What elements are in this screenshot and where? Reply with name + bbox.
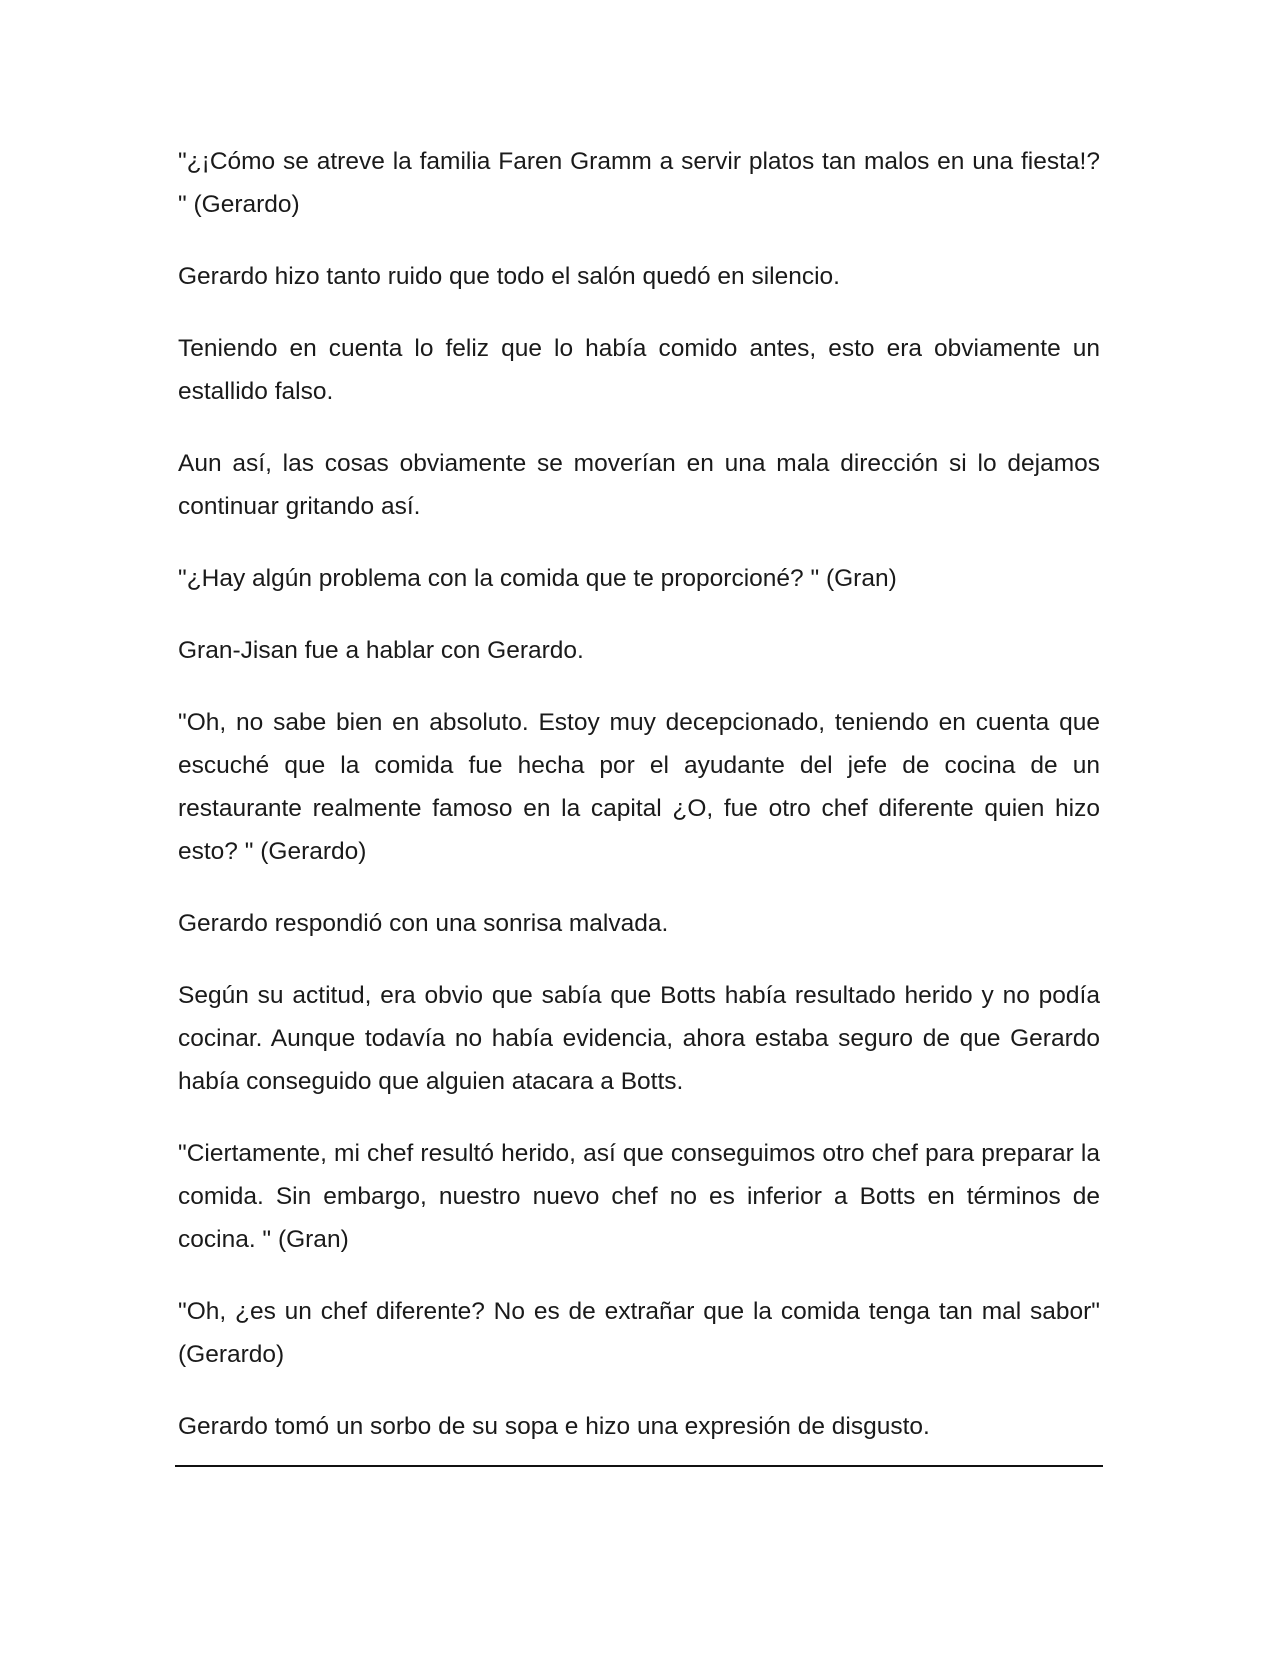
paragraph: Gran-Jisan fue a hablar con Gerardo. [178,637,584,664]
paragraph: Gerardo tomó un sorbo de su sopa e hizo una expresión de disgusto. [178,1413,930,1440]
paragraph: Gerardo hizo tanto ruido que todo el salón quedó en silencio. [178,263,840,290]
paragraph: "Oh, no sabe bien en absoluto. Estoy muy decepcionado, teniendo en cuenta que escuché que la comida fue hecha por el ayudante del jefe de cocina de un restaurante realmente famoso en la capital ¿O, fue otro chef diferente quien hizo esto? " (Gerardo) [178,709,1100,865]
paragraph: Teniendo en cuenta lo feliz que lo había comido antes, esto era obviamente un estallido falso. [178,335,1100,405]
document-body [178,140,1100,1477]
bottom-divider [175,1465,1103,1467]
paragraph: Según su actitud, era obvio que sabía que Botts había resultado herido y no podía cocinar. Aunque todavía no había evidencia, ahora estaba seguro de que Gerardo había conseguido que alguien atacara a Botts. [178,982,1100,1095]
paragraph: Aun así, las cosas obviamente se moverían en una mala dirección si lo dejamos continuar gritando así. [178,450,1100,520]
paragraph: Gerardo respondió con una sonrisa malvada. [178,910,669,937]
paragraph: "¿¡Cómo se atreve la familia Faren Gramm a servir platos tan malos en una fiesta!? " (Gerardo) [178,148,1100,218]
paragraph: "¿Hay algún problema con la comida que te proporcioné? " (Gran) [178,565,897,592]
paragraph: "Oh, ¿es un chef diferente? No es de extrañar que la comida tenga tan mal sabor" (Gerardo) [178,1298,1100,1368]
paragraph: "Ciertamente, mi chef resultó herido, así que conseguimos otro chef para preparar la comida. Sin embargo, nuestro nuevo chef no es inferior a Botts en términos de cocina. " (Gran) [178,1140,1100,1253]
